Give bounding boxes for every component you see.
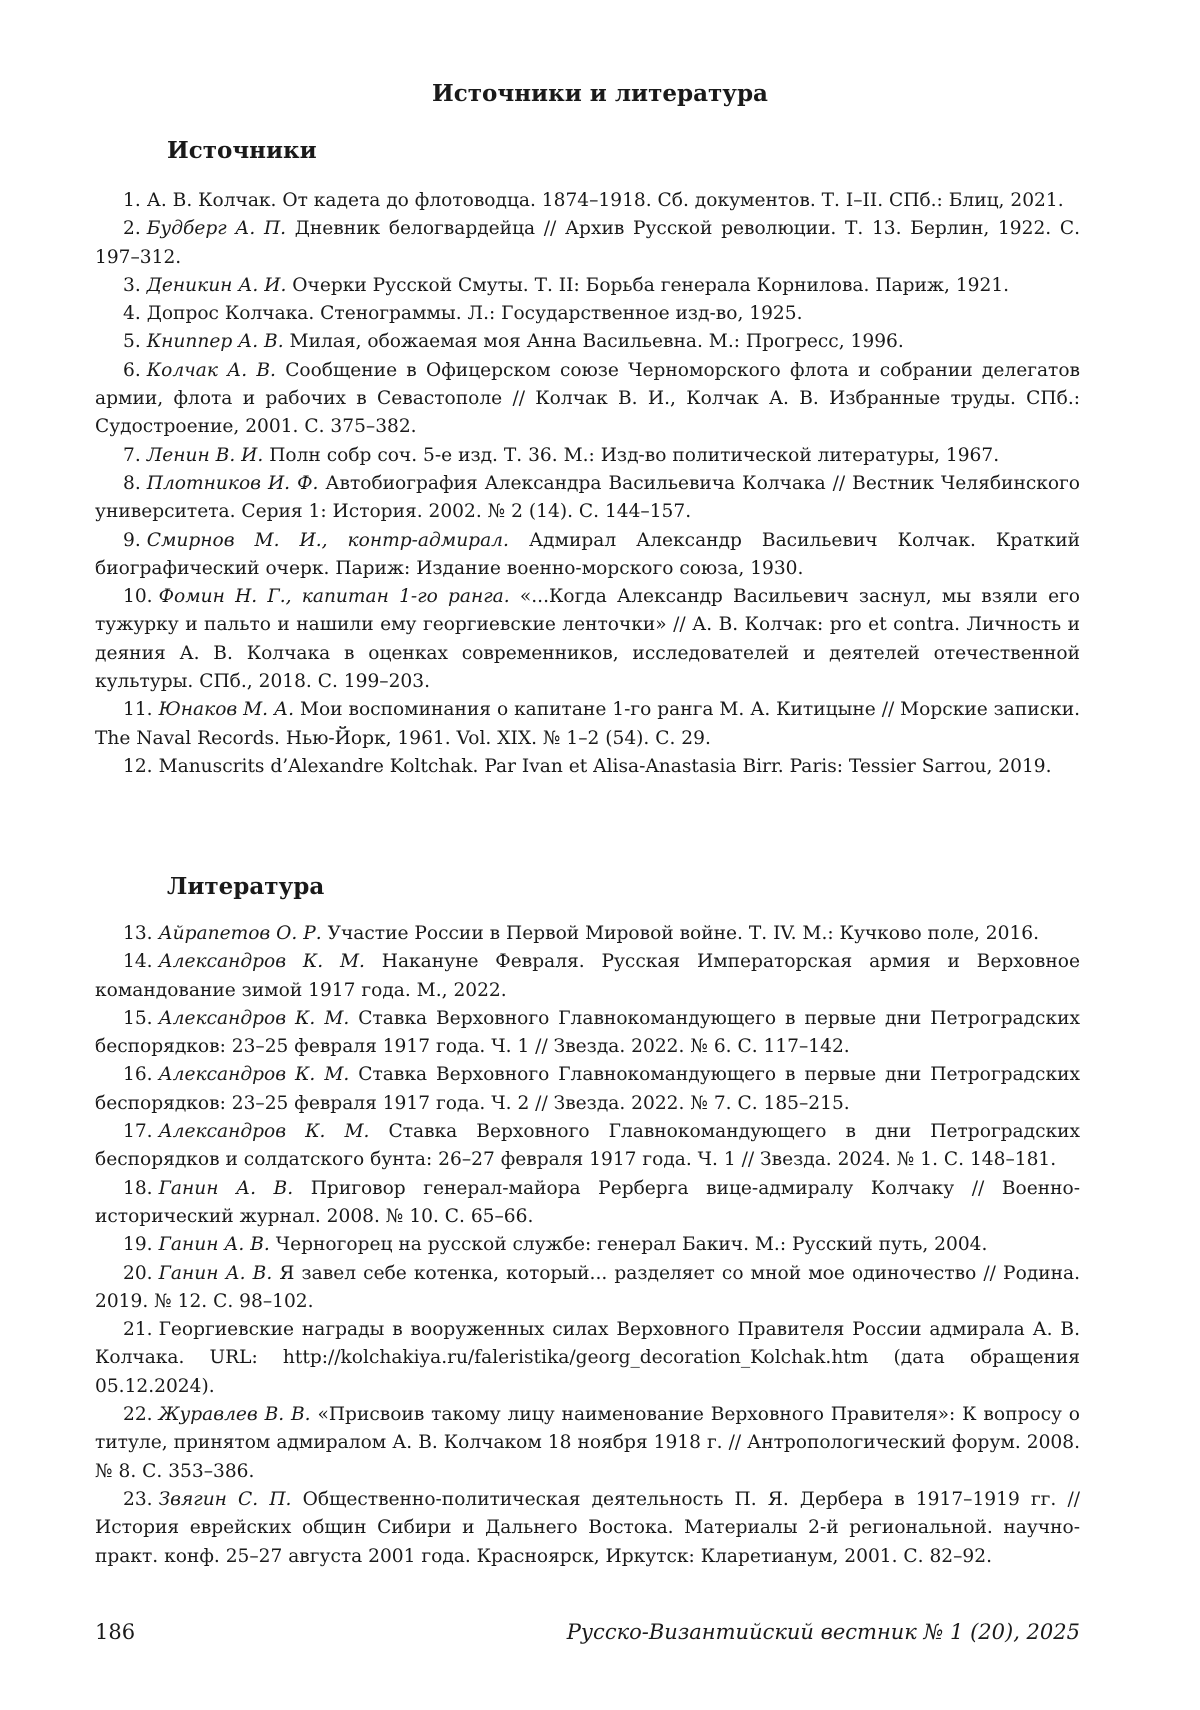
reference-number: 17. [123, 1121, 153, 1143]
reference-number: 9. [123, 529, 141, 551]
reference-author: Книппер А. В. [146, 331, 284, 353]
reference-number: 15. [123, 1007, 153, 1029]
reference-number: 11. [123, 699, 153, 721]
reference-number: 14. [123, 951, 153, 973]
page-title: Источники и литература [432, 80, 768, 107]
reference-text: Допрос Колчака. Стенограммы. Л.: Государственное изд-во, 1925. [146, 303, 803, 325]
reference-text: «Присвоив такому лицу наименование Верховного Правителя»: К вопросу о титуле, принятом адмиралом А. В. Колчаком 18 ноября 1918 г. // Антропологический форум. 2008. № 8. С. 353–386. [95, 1404, 1080, 1482]
reference-entry [95, 1061, 1080, 1118]
reference-entry [95, 215, 1080, 272]
reference-text: Черногорец на русской службе: генерал Бакич. М.: Русский путь, 2004. [275, 1234, 988, 1256]
reference-author: Александров К. М. [158, 1007, 350, 1029]
reference-number: 12. [123, 755, 153, 777]
reference-author: Ганин А. В. [158, 1234, 270, 1256]
reference-entry [95, 527, 1080, 584]
reference-number: 18. [123, 1177, 153, 1199]
reference-author: Ганин А. В. [158, 1262, 273, 1284]
reference-number: 7. [123, 444, 141, 466]
reference-number: 20. [123, 1262, 153, 1284]
reference-number: 6. [123, 359, 141, 381]
reference-number: 23. [123, 1488, 153, 1510]
reference-text: Приговор генерал-майора Рерберга вице-адмиралу Колчаку // Военно-исторический журнал. 2008. № 10. С. 65–66. [95, 1177, 1080, 1227]
journal-name: Русско-Византийский вестник № 1 (20), 2025 [566, 1620, 1080, 1644]
reference-author: Ганин А. В. [158, 1177, 294, 1199]
reference-text: «...Когда Александр Васильевич заснул, мы взяли его тужурку и пальто и нашили ему георгиевские ленточки» // А. В. Колчак: pro et contra. Личность и деяния А. В. Колчака в оценках современников, исследователей и деятелей отечественной культуры. СПб., 2018. С. 199–203. [95, 586, 1081, 693]
reference-author: Айрапетов О. Р. [158, 923, 322, 944]
reference-text: Мои воспоминания о капитане 1-го ранга М. А. Китицыне // Морские записки. The Naval Records. Нью-Йорк, 1961. Vol. XIX. № 1–2 (54). С. 29. [95, 699, 1080, 749]
reference-text: А. В. Колчак. От кадета до флотоводца. 1874–1918. Сб. документов. Т. I–II. СПб.: Блиц, 2021. [146, 190, 1064, 211]
reference-number: 10. [123, 586, 153, 608]
reference-text: Полн собр соч. 5-е изд. Т. 36. М.: Изд-во политической литературы, 1967. [269, 444, 1000, 466]
reference-text: Ставка Верховного Главнокомандующего в дни Петроградских беспорядков и солдатского бунта: 26–27 февраля 1917 года. Ч. 1 // Звезда. 2024. № 1. С. 148–181. [95, 1121, 1080, 1171]
reference-text: Георгиевские награды в вооруженных силах Верховного Правителя России адмирала А. В. Колчака. URL: http://kolchakiya.ru/faleristika/georg_decoration_Kolchak.htm (дата обращения 05.12.2024). [95, 1319, 1080, 1397]
page-number: 186 [95, 1620, 136, 1644]
reference-entry [95, 1005, 1080, 1062]
reference-entry [95, 583, 1080, 696]
reference-text: Сообщение в Офицерском союзе Черноморского флота и собрании делегатов армии, флота и рабочих в Севастополе // Колчак В. И., Колчак А. В. Избранные труды. СПб.: Судостроение, 2001. С. 375–382. [95, 359, 1080, 438]
reference-entry [95, 300, 1080, 328]
reference-text: Дневник белогвардейца // Архив Русской революции. Т. 13. Берлин, 1922. С. 197–312. [95, 218, 1080, 268]
reference-text: Очерки Русской Смуты. Т. II: Борьба генерала Корнилова. Париж, 1921. [292, 274, 1010, 296]
reference-author: Александров К. М. [158, 951, 365, 973]
reference-entry [95, 696, 1080, 753]
reference-author: Звягин С. П. [158, 1488, 292, 1510]
section-title-sources: Источники [167, 137, 317, 164]
reference-text: Участие России в Первой Мировой войне. Т. IV. М.: Кучково поле, 2016. [327, 923, 1040, 944]
reference-author: Плотников И. Ф. [146, 472, 319, 494]
reference-entry [95, 753, 1080, 781]
reference-number: 16. [123, 1064, 153, 1086]
section-title-literature: Литература [167, 873, 325, 900]
reference-number: 1. [123, 190, 141, 211]
reference-author: Будберг А. П. [146, 218, 287, 240]
reference-entry [95, 272, 1080, 300]
reference-number: 13. [123, 923, 153, 944]
reference-entry [95, 920, 1080, 948]
reference-text: Милая, обожаемая моя Анна Васильевна. М.: Прогресс, 1996. [289, 331, 904, 353]
reference-author: Александров К. М. [158, 1064, 350, 1086]
reference-entry [95, 1401, 1080, 1486]
reference-number: 5. [123, 331, 141, 353]
reference-text: Manuscrits d’Alexandre Koltchak. Par Ivan et Alisa-Anastasia Birr. Paris: Tessier Sarrou, 2019. [158, 755, 1052, 777]
sources-list [95, 187, 1080, 781]
reference-text: Адмирал Александр Васильевич Колчак. Краткий биографический очерк. Париж: Издание военно-морского союза, 1930. [95, 529, 1080, 579]
reference-number: 8. [123, 472, 141, 494]
reference-entry [95, 1118, 1080, 1175]
reference-text: Ставка Верховного Главнокомандующего в первые дни Петроградских беспорядков: 23–25 февраля 1917 года. Ч. 2 // Звезда. 2022. № 7. С. 185–215. [95, 1064, 1080, 1114]
document-page [95, 0, 1081, 1710]
reference-entry [95, 1260, 1080, 1317]
reference-entry [95, 1175, 1080, 1232]
reference-text: Накануне Февраля. Русская Императорская армия и Верховное командование зимой 1917 года. М., 2022. [95, 951, 1080, 1001]
reference-entry [95, 442, 1080, 470]
reference-author: Ленин В. И. [146, 444, 264, 466]
reference-number: 21. [123, 1319, 153, 1341]
reference-text: Я завел себе котенка, который... разделяет со мной мое одиночество // Родина. 2019. № 12. С. 98–102. [95, 1262, 1080, 1312]
reference-entry [95, 328, 1080, 356]
reference-entry [95, 1231, 1080, 1259]
reference-number: 22. [123, 1404, 153, 1426]
reference-number: 2. [123, 218, 141, 240]
reference-entry [95, 1316, 1080, 1401]
reference-number: 4. [123, 303, 141, 325]
reference-text: Автобиография Александра Васильевича Колчака // Вестник Челябинского университета. Серия 1: История. 2002. № 2 (14). С. 144–157. [95, 472, 1080, 523]
reference-entry [95, 948, 1080, 1005]
reference-author: Деникин А. И. [146, 274, 287, 296]
literature-list [95, 920, 1080, 1571]
reference-author: Фомин Н. Г., капитан 1-го ранга. [158, 586, 510, 608]
reference-author: Смирнов М. И., контр-адмирал. [146, 529, 509, 551]
reference-entry [95, 187, 1080, 215]
reference-entry [95, 357, 1080, 442]
reference-text: Общественно-политическая деятельность П. Я. Дербера в 1917–1919 гг. // История еврейских общин Сибири и Дальнего Востока. Материалы 2-й региональной. научно-практ. конф. 25–27 августа 2001 года. Красноярск, Иркутск: Кларетианум, 2001. С. 82–92. [95, 1488, 1080, 1567]
reference-number: 3. [123, 274, 141, 296]
reference-author: Александров К. М. [158, 1121, 370, 1143]
reference-author: Колчак А. В. [146, 359, 276, 381]
reference-text: Ставка Верховного Главнокомандующего в первые дни Петроградских беспорядков: 23–25 февраля 1917 года. Ч. 1 // Звезда. 2022. № 6. С. 117–142. [95, 1007, 1080, 1058]
reference-entry [95, 1486, 1080, 1571]
reference-author: Юнаков М. А. [158, 699, 295, 721]
reference-entry [95, 470, 1080, 527]
reference-number: 19. [123, 1234, 153, 1256]
reference-author: Журавлев В. В. [158, 1404, 311, 1426]
